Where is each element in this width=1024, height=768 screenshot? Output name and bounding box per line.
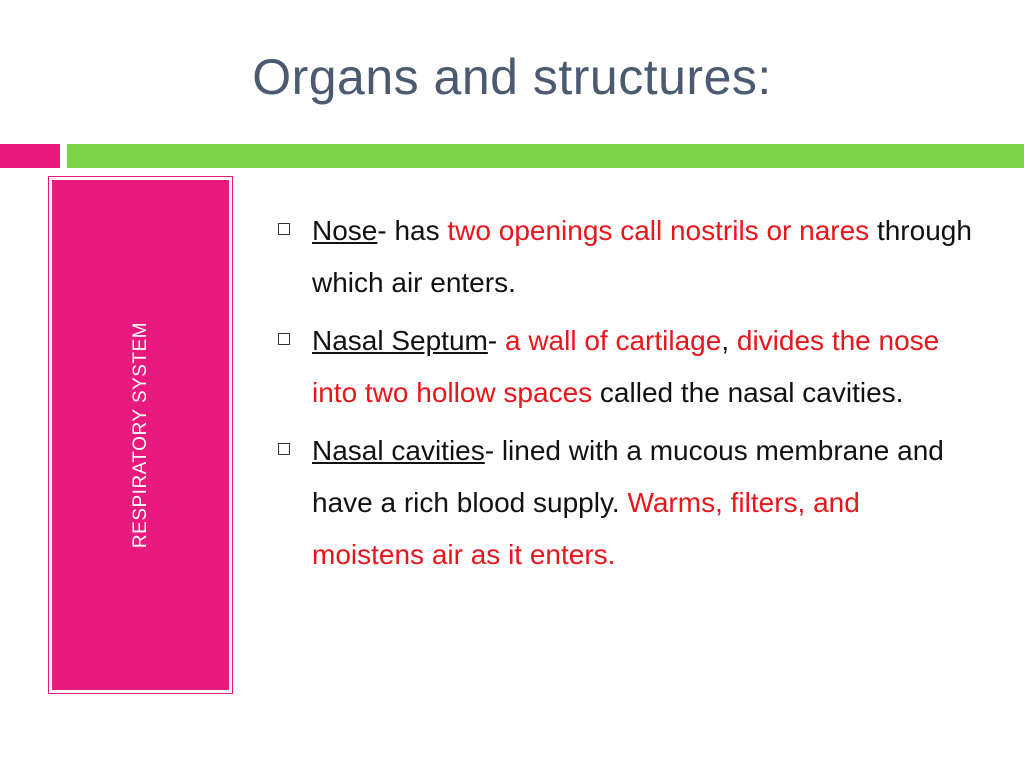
bullet-text: - has: [377, 215, 448, 246]
bullet-list: [278, 205, 978, 587]
side-panel: [48, 176, 233, 694]
highlight-text: divides the nose into two hollow spaces: [312, 325, 940, 408]
square-bullet-icon: [278, 223, 290, 235]
bullet-text: -: [487, 325, 505, 356]
bullet-text: - lined with a mucous membrane and have a rich blood supply.: [312, 435, 944, 518]
list-item-nasal-septum: [278, 315, 978, 419]
accent-bar-pink: [0, 144, 60, 168]
bullet-text: called the nasal cavities.: [592, 377, 904, 408]
highlight-text: Warms, filters, and moistens air as it enters.: [312, 487, 860, 570]
term-nasal-septum: Nasal Septum: [312, 325, 488, 356]
side-panel-label: RESPIRATORY SYSTEM: [129, 321, 151, 549]
list-item-nose: [278, 205, 978, 309]
list-item-nasal-cavities: [278, 425, 978, 581]
highlight-text: a wall of cartilage: [504, 325, 722, 356]
bullet-text: through which air enters.: [312, 215, 972, 298]
bullet-text: ,: [721, 325, 737, 356]
side-panel-fill: [52, 180, 229, 690]
term-nasal-cavities: Nasal cavities: [312, 435, 485, 466]
square-bullet-icon: [278, 333, 290, 345]
highlight-text: two openings call nostrils or nares: [447, 215, 870, 246]
square-bullet-icon: [278, 443, 290, 455]
accent-bar-green: [67, 144, 1024, 168]
term-nose: Nose: [312, 215, 378, 246]
slide-title: Organs and structures:: [252, 49, 772, 105]
